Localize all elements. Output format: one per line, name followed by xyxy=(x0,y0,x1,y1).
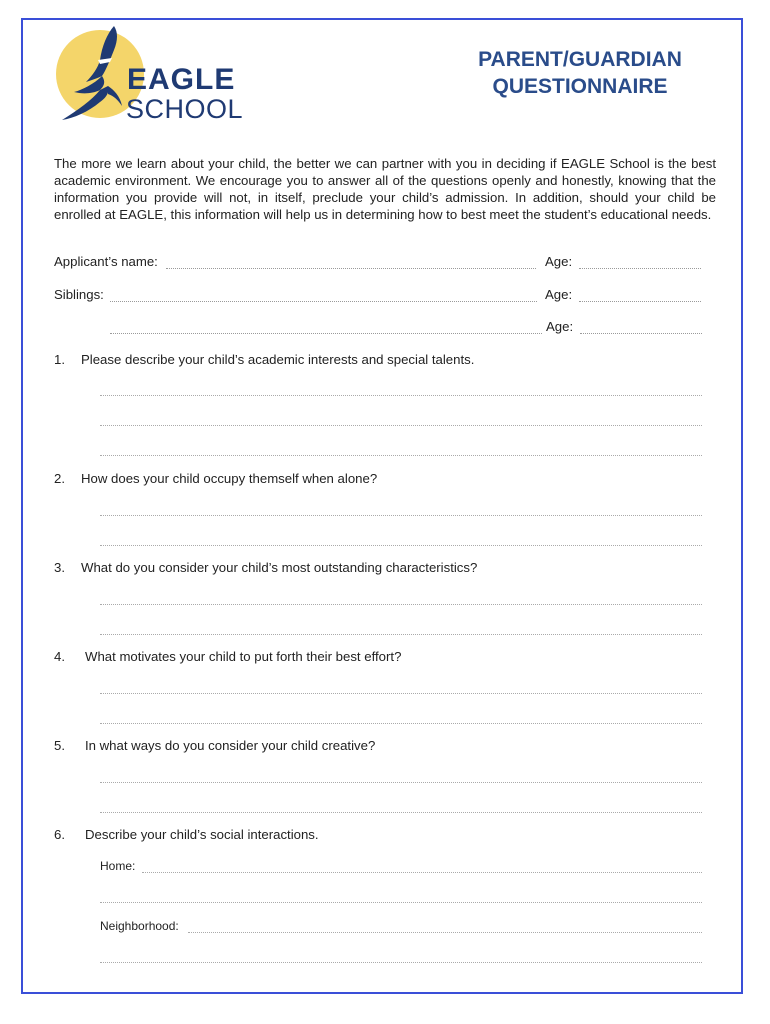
home-label: Home: xyxy=(100,859,136,873)
question-text: What motivates your child to put forth their best effort? xyxy=(85,649,402,664)
question-number: 1. xyxy=(54,352,65,367)
sibling-2-field[interactable] xyxy=(110,333,542,334)
sibling-1-field[interactable] xyxy=(110,301,537,302)
applicant-age-label: Age: xyxy=(545,254,573,269)
applicant-name-field[interactable] xyxy=(166,268,536,269)
answer-line[interactable] xyxy=(100,782,702,783)
question-text: In what ways do you consider your child creative? xyxy=(85,738,376,753)
sibling-2-age-field[interactable] xyxy=(580,333,702,334)
answer-line[interactable] xyxy=(100,812,702,813)
answer-line[interactable] xyxy=(100,902,702,903)
siblings-label: Siblings: xyxy=(54,287,104,302)
question-number: 5. xyxy=(54,738,65,753)
page-title xyxy=(450,46,710,100)
title-line-1: PARENT/GUARDIAN xyxy=(478,48,682,71)
sibling-1-age-field[interactable] xyxy=(579,301,701,302)
answer-line[interactable] xyxy=(100,395,702,396)
neighborhood-label: Neighborhood: xyxy=(100,919,179,933)
answer-line[interactable] xyxy=(100,693,702,694)
sibling-2-age-label: Age: xyxy=(546,319,574,334)
answer-line[interactable] xyxy=(100,455,702,456)
question-number: 6. xyxy=(54,827,65,842)
sibling-1-age-label: Age: xyxy=(545,287,573,302)
answer-line[interactable] xyxy=(100,604,702,605)
neighborhood-field[interactable] xyxy=(188,932,702,933)
question-text: Please describe your child’s academic interests and special talents. xyxy=(81,352,475,367)
question-number: 3. xyxy=(54,560,65,575)
answer-line[interactable] xyxy=(100,962,702,963)
title-line-2: QUESTIONNAIRE xyxy=(492,75,668,98)
applicant-name-label: Applicant’s name: xyxy=(54,254,158,269)
intro-paragraph: The more we learn about your child, the better we can partner with you in deciding if EAGLE School is the best academic environment. We encourage you to answer all of the questions openly and honestly, knowing that the information you provide will not, in itself, preclude your child’s admission. In addition, should your child be enrolled at EAGLE, this information will help us in determining how to best meet the student’s educational needs. xyxy=(54,156,716,222)
question-text: Describe your child’s social interactions. xyxy=(85,827,319,842)
home-field[interactable] xyxy=(142,872,702,873)
question-number: 4. xyxy=(54,649,65,664)
question-text: What do you consider your child’s most outstanding characteristics? xyxy=(81,560,478,575)
applicant-age-field[interactable] xyxy=(579,268,701,269)
question-text: How does your child occupy themself when alone? xyxy=(81,471,378,486)
answer-line[interactable] xyxy=(100,634,702,635)
answer-line[interactable] xyxy=(100,545,702,546)
logo-text-eagle: EAGLE xyxy=(127,63,236,96)
answer-line[interactable] xyxy=(100,515,702,516)
answer-line[interactable] xyxy=(100,425,702,426)
logo-text-school: SCHOOL xyxy=(126,94,244,124)
question-number: 2. xyxy=(54,471,65,486)
answer-line[interactable] xyxy=(100,723,702,724)
